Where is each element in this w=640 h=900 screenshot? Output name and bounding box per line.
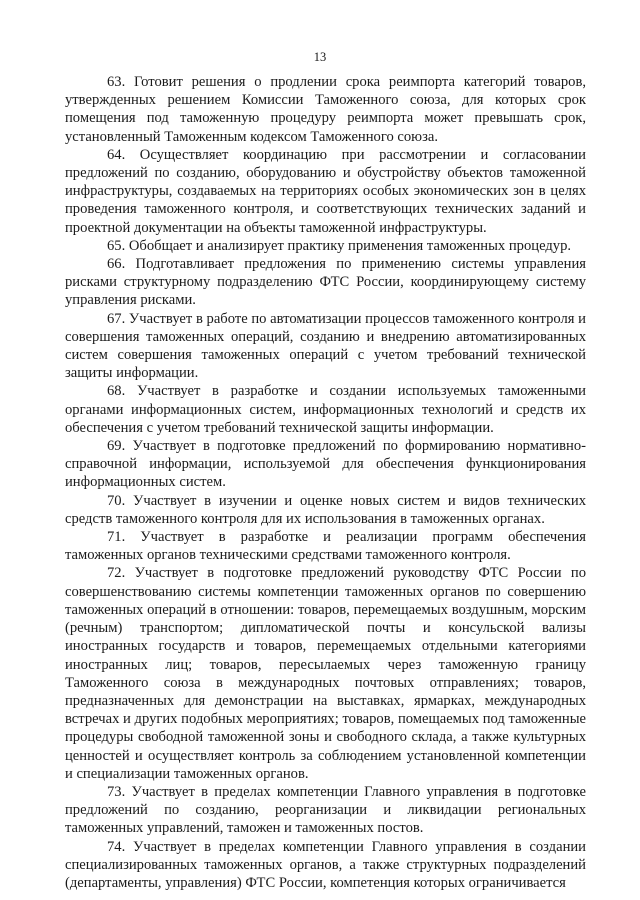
paragraph-66: 66. Подготавливает предложения по применению системы управления рисками структурному подразделению ФТС России, координирующему систему управления рисками.: [65, 256, 586, 309]
document-body: [65, 73, 586, 892]
paragraph-65: 65. Обобщает и анализирует практику применения таможенных процедур.: [107, 237, 572, 254]
paragraph-63: 63. Готовит решения о продлении срока реимпорта категорий товаров, утвержденных решением Комиссии Таможенного союза, для которых срок помещения под таможенную процедуру реимпорта может превышать срок, установленный Таможенным кодексом Таможенного союза.: [65, 74, 586, 145]
paragraph-64: 64. Осуществляет координацию при рассмотрении и согласовании предложений по созданию, оборудованию и обустройству объектов таможенной инфраструктуры, создаваемых на территориях особых экономических зон в целях проведения таможенного контроля, и соответствующих технических заданий и проектной документации на объекты таможенной инфраструктуры.: [65, 146, 586, 236]
paragraph-70: 70. Участвует в изучении и оценке новых систем и видов технических средств таможенного контроля для их использования в таможенных органах.: [65, 492, 586, 527]
paragraph-74: 74. Участвует в пределах компетенции Главного управления в создании специализированных таможенных органов, а также структурных подразделений (департаменты, управления) ФТС России, компетенция которых ограничивается: [65, 838, 586, 891]
paragraph-72: 72. Участвует в подготовке предложений руководству ФТС России по совершенствованию системы компетенции таможенных органов по совершению таможенных операций в отношении: товаров, перемещаемых воздушным, морским (речным) транспортом; дипломатической почты и консульской вализы иностранных государств и товаров, перемещаемых отдельными категориями иностранных лиц; товаров, пересылаемых через таможенную границу Таможенного союза в международных почтовых отправлениях; товаров, предназначенных для демонстрации на выставках, ярмарках, международных встречах и других подобных мероприятиях; товаров, помещаемых под таможенные процедуры свободной таможенной зоны и свободного склада, а также культурных ценностей и осуществляет контроль за соблюдением установленной компетенции и специализации таможенных органов.: [65, 565, 586, 782]
page-number: 13: [313, 50, 327, 64]
paragraph-67: 67. Участвует в работе по автоматизации процессов таможенного контроля и совершения таможенных операций, созданию и внедрению автоматизированных систем совершения таможенных операций с учетом требований технической защиты информации.: [65, 310, 586, 382]
paragraph-71: 71. Участвует в разработке и реализации программ обеспечения таможенных органов техническими средствами таможенного контроля.: [65, 529, 586, 564]
paragraph-68: 68. Участвует в разработке и создании используемых таможенными органами информационных систем, информационных технологий и средств их обеспечения с учетом требований технической защиты информации.: [65, 383, 586, 436]
paragraph-73: 73. Участвует в пределах компетенции Главного управления в подготовке предложений по созданию, реорганизации и ликвидации региональных таможенных управлений, таможен и таможенных постов.: [65, 783, 586, 837]
paragraph-69: 69. Участвует в подготовке предложений по формированию нормативно-справочной информации, используемой для обеспечения функционирования информационных систем.: [65, 438, 586, 491]
